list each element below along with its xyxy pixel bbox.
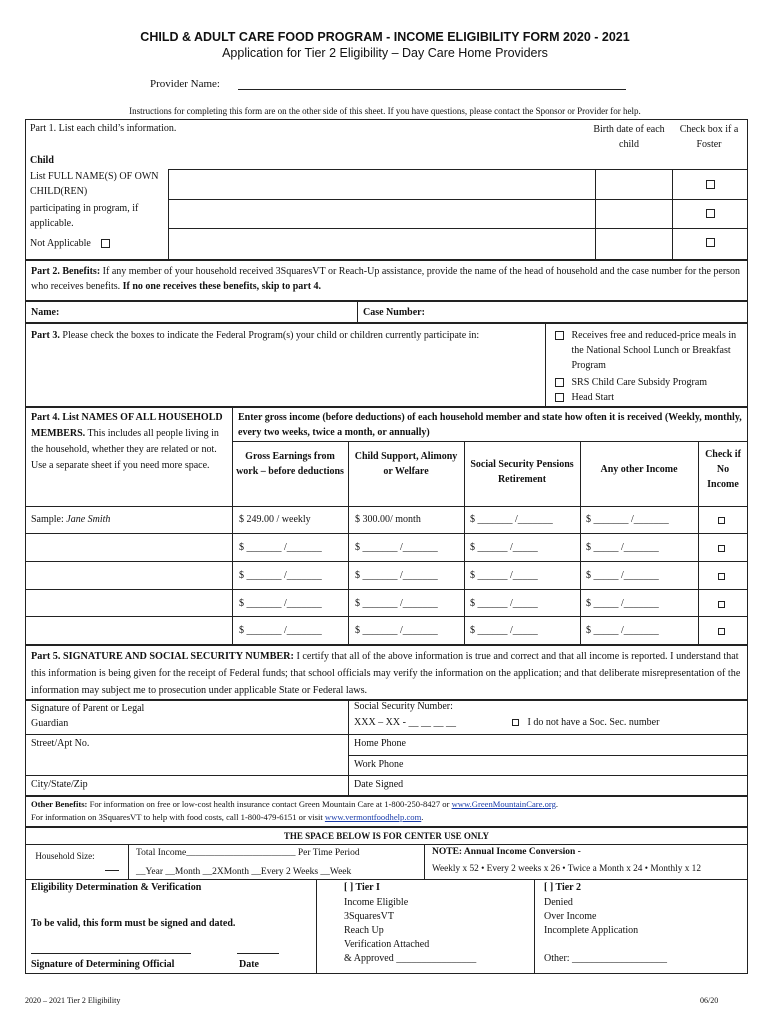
no-income-checkbox[interactable] xyxy=(718,628,725,635)
sample-gross-earnings: $ 249.00 / weekly xyxy=(239,514,311,525)
part3-body: Please check the boxes to indicate the Federal Program(s) your child or children currently participate in: xyxy=(62,330,480,341)
green-mountain-link[interactable]: www.GreenMountainCare.org xyxy=(451,799,556,809)
child-name-field-2[interactable] xyxy=(168,199,595,228)
child-name-field-1[interactable] xyxy=(168,169,595,199)
income-intro: Enter gross income (before deductions) of each household member and state how often it is received (Weekly, monthly, every two weeks, twice a month, or annually) xyxy=(238,412,742,438)
not-applicable-text: Not Applicable xyxy=(30,238,91,249)
part2-text xyxy=(31,264,743,294)
city-label: City/State/Zip xyxy=(31,779,88,790)
srs-checkbox[interactable] xyxy=(555,378,564,387)
conversion-note-heading: NOTE: Annual Income Conversion - xyxy=(432,847,581,857)
provider-name-field[interactable] xyxy=(238,89,626,90)
provider-name-label: Provider Name: xyxy=(150,78,220,90)
income-entry-field[interactable]: $ _______ /_______ xyxy=(239,570,322,581)
tier1-list xyxy=(344,896,476,966)
part1-heading: Part 1. List each child’s information. xyxy=(30,123,177,134)
tier1-item: 3SquaresVT xyxy=(344,911,394,922)
no-income-checkbox[interactable] xyxy=(718,601,725,608)
income-entry-field[interactable]: $ _____ /_______ xyxy=(586,542,659,553)
income-entry-field[interactable]: $ ______ /_____ xyxy=(470,570,538,581)
tier2-label[interactable]: [ ] Tier 2 xyxy=(544,882,581,893)
member-name-field[interactable] xyxy=(26,534,231,560)
part3-heading: Part 3. xyxy=(31,330,60,341)
foster-checkbox-2[interactable] xyxy=(706,209,715,218)
income-entry-field[interactable]: $ _______ /_______ xyxy=(239,625,322,636)
birth-date-field-2[interactable] xyxy=(595,199,672,228)
program-option-srs[interactable] xyxy=(555,377,707,388)
other-benefits: Other Benefits: For information on free or low-cost health insurance contact Green Mountain Care at 1-800-250-8427 or www.GreenMountainCare.org. For information on 3SquaresVT to help with food costs, call 1-800-479-6151 or visit www.vermontfoodhelp.com. xyxy=(31,799,559,822)
eligibility-heading: Eligibility Determination & Verification xyxy=(31,882,202,893)
foster-checkbox-1[interactable] xyxy=(706,180,715,189)
tier2-item: Denied xyxy=(544,897,573,908)
member-name-field[interactable] xyxy=(26,617,231,643)
no-ssn-label: I do not have a Soc. Sec. number xyxy=(527,717,660,728)
tier2-other[interactable]: Other: ___________________ xyxy=(544,953,668,964)
tier2-list xyxy=(544,896,638,938)
program-option-head-start[interactable] xyxy=(555,392,614,403)
form-title: CHILD & ADULT CARE FOOD PROGRAM - INCOME ELIGIBILITY FORM 2020 - 2021 xyxy=(140,30,630,44)
part5-heading: Part 5. SIGNATURE AND SOCIAL SECURITY NUMBER: xyxy=(31,651,294,662)
srs-label: SRS Child Care Subsidy Program xyxy=(571,377,708,388)
income-entry-field[interactable]: $ _______ /_______ xyxy=(355,625,438,636)
benefit-name-label: Name: xyxy=(31,307,60,318)
case-number-label: Case Number: xyxy=(363,307,425,318)
footer-right: 06/20 xyxy=(700,996,719,1005)
not-applicable-checkbox[interactable] xyxy=(101,239,110,248)
part4-text xyxy=(31,410,229,474)
ssn-field[interactable]: XXX – XX - __ __ __ __ xyxy=(354,717,456,728)
part2-body: If any member of your household received 3SquaresVT or Reach-Up assistance, provide the name of the head of household and the case number for the person who receives benefits. xyxy=(31,266,741,292)
official-date-line[interactable] xyxy=(237,953,279,954)
col-child-support: Child Support, Alimony or Welfare xyxy=(354,451,458,477)
col-other-income: Any other Income xyxy=(600,464,678,475)
ssn-label: Social Security Number: xyxy=(354,701,453,712)
foster-checkbox-3[interactable] xyxy=(706,238,715,247)
time-period-options[interactable]: __Year __Month __2XMonth __Every 2 Weeks __Week xyxy=(136,867,352,877)
health-info: For information on free or low-cost health insurance contact Green Mountain Care at 1-800-250-8427 or xyxy=(89,799,450,809)
case-number-field[interactable] xyxy=(440,302,740,322)
tier1-item: Verification Attached xyxy=(344,939,430,950)
official-signature-label: Signature of Determining Official xyxy=(31,959,175,970)
tier1-item: & Approved ________________ xyxy=(344,953,477,964)
income-entry-field[interactable]: $ _______ /_______ xyxy=(239,542,322,553)
income-entry-field[interactable]: $ _____ /_______ xyxy=(586,570,659,581)
center-use-heading: THE SPACE BELOW IS FOR CENTER USE ONLY xyxy=(283,831,490,841)
income-entry-field[interactable]: $ _______ /_______ xyxy=(355,598,438,609)
participating-label: participating in program, if applicable. xyxy=(30,203,139,229)
footer-left: 2020 – 2021 Tier 2 Eligibility xyxy=(25,996,121,1005)
part5-body: I certify that all of the above information is true and correct and that all income is reported. I understand that this information is being given for the receipt of Federal funds; that school officials may verify the information on the application; and that deliberate misrepresentation of the information may subject me to prosecution under applicable State or Federal laws. xyxy=(31,651,741,696)
household-size-label: Household Size: xyxy=(35,851,95,861)
free-meals-checkbox[interactable] xyxy=(555,331,564,340)
tier1-item: Income Eligible xyxy=(344,897,409,908)
benefit-name-field[interactable] xyxy=(70,302,355,322)
part2-heading: Part 2. Benefits: xyxy=(31,266,101,277)
income-entry-field[interactable]: $ ______ /_____ xyxy=(470,598,538,609)
tier2-item: Over Income xyxy=(544,911,597,922)
tier1-item: Reach Up xyxy=(344,925,384,936)
income-entry-field[interactable]: $ _______ /_______ xyxy=(239,598,322,609)
col-no-income: Check if No Income xyxy=(705,449,741,490)
child-name-field-3[interactable] xyxy=(168,228,595,259)
income-entry-field[interactable]: $ ______ /_____ xyxy=(470,542,538,553)
col-social-security: Social Security Pensions Retirement xyxy=(470,459,574,485)
free-meals-label: Receives free and reduced-price meals in the National School Lunch or Breakfast Program xyxy=(571,330,737,371)
income-entry-field[interactable]: $ _____ /_______ xyxy=(586,625,659,636)
sample-other-income: $ _______ /_______ xyxy=(586,514,669,525)
sample-name: Jane Smith xyxy=(66,514,111,525)
foster-header: Check box if a Foster xyxy=(679,124,739,150)
work-phone-label: Work Phone xyxy=(354,759,404,770)
income-entry-field[interactable]: $ ______ /_____ xyxy=(470,625,538,636)
part3-text xyxy=(31,328,536,343)
signature-label: Signature of Parent or Legal Guardian xyxy=(31,703,145,729)
date-signed-label: Date Signed xyxy=(354,779,404,790)
tier2-item: Incomplete Application xyxy=(544,925,639,936)
birth-date-field-1[interactable] xyxy=(595,169,672,199)
member-name-field[interactable] xyxy=(26,562,231,588)
no-income-checkbox[interactable] xyxy=(718,573,725,580)
part2-skip: If no one receives these benefits, skip to part 4. xyxy=(122,281,322,292)
official-signature-line[interactable] xyxy=(31,953,191,954)
conversion-note: Weekly x 52 • Every 2 weeks x 26 • Twice a Month x 24 • Monthly x 12 xyxy=(432,864,701,874)
other-benefits-label: Other Benefits: xyxy=(31,799,88,809)
income-entry-field[interactable]: $ _______ /_______ xyxy=(355,542,438,553)
sample-row-label xyxy=(31,514,110,525)
member-name-field[interactable] xyxy=(26,590,231,616)
birth-date-field-3[interactable] xyxy=(595,228,672,259)
no-income-checkbox[interactable] xyxy=(718,545,725,552)
tier1-label[interactable]: [ ] Tier I xyxy=(344,882,380,893)
sample-label: Sample: xyxy=(31,514,64,525)
not-applicable-label xyxy=(30,238,110,249)
head-start-label: Head Start xyxy=(571,392,614,403)
program-option-free-meals[interactable] xyxy=(555,328,743,373)
food-help-link[interactable]: www.vermontfoodhelp.com xyxy=(324,812,422,822)
col-gross-earnings: Gross Earnings from work – before deductions xyxy=(236,451,344,477)
official-date-label: Date xyxy=(239,959,259,970)
no-ssn-option[interactable] xyxy=(512,717,659,728)
part5-text xyxy=(31,648,745,699)
income-entry-field[interactable]: $ _______ /_______ xyxy=(355,570,438,581)
child-label: Child xyxy=(30,155,54,166)
part4-body: This includes all people living in the household, whether they are related or not. Use a separate sheet if you need more space. xyxy=(31,428,219,471)
signature-field[interactable] xyxy=(180,701,345,733)
list-full-names-label: List FULL NAME(S) OF OWN CHILD(REN) xyxy=(30,171,159,197)
valid-notice: To be valid, this form must be signed and dated. xyxy=(31,918,236,929)
birth-date-header: Birth date of each child xyxy=(593,124,665,150)
part4-heading: Part 4. List NAMES OF ALL HOUSEHOLD MEMBERS. xyxy=(31,412,223,439)
head-start-checkbox[interactable] xyxy=(555,393,564,402)
street-label: Street/Apt No. xyxy=(31,738,90,749)
food-info: For information on 3SquaresVT to help with food costs, call 1-800-479-6151 or visit xyxy=(31,812,323,822)
instructions: Instructions for completing this form are on the other side of this sheet. If you have questions, please contact the Sponsor or Provider for help. xyxy=(129,106,641,116)
total-income-line[interactable]: Total Income_______________________ Per Time Period xyxy=(136,848,360,858)
form-subtitle: Application for Tier 2 Eligibility – Day Care Home Providers xyxy=(222,46,548,60)
home-phone-label: Home Phone xyxy=(354,738,406,749)
income-entry-field[interactable]: $ _____ /_______ xyxy=(586,598,659,609)
sample-social-security: $ _______ /_______ xyxy=(470,514,553,525)
sample-no-income-checkbox xyxy=(718,517,725,524)
no-ssn-checkbox[interactable] xyxy=(512,719,519,726)
sample-child-support: $ 300.00/ month xyxy=(355,514,421,525)
household-size-field[interactable] xyxy=(105,870,119,871)
